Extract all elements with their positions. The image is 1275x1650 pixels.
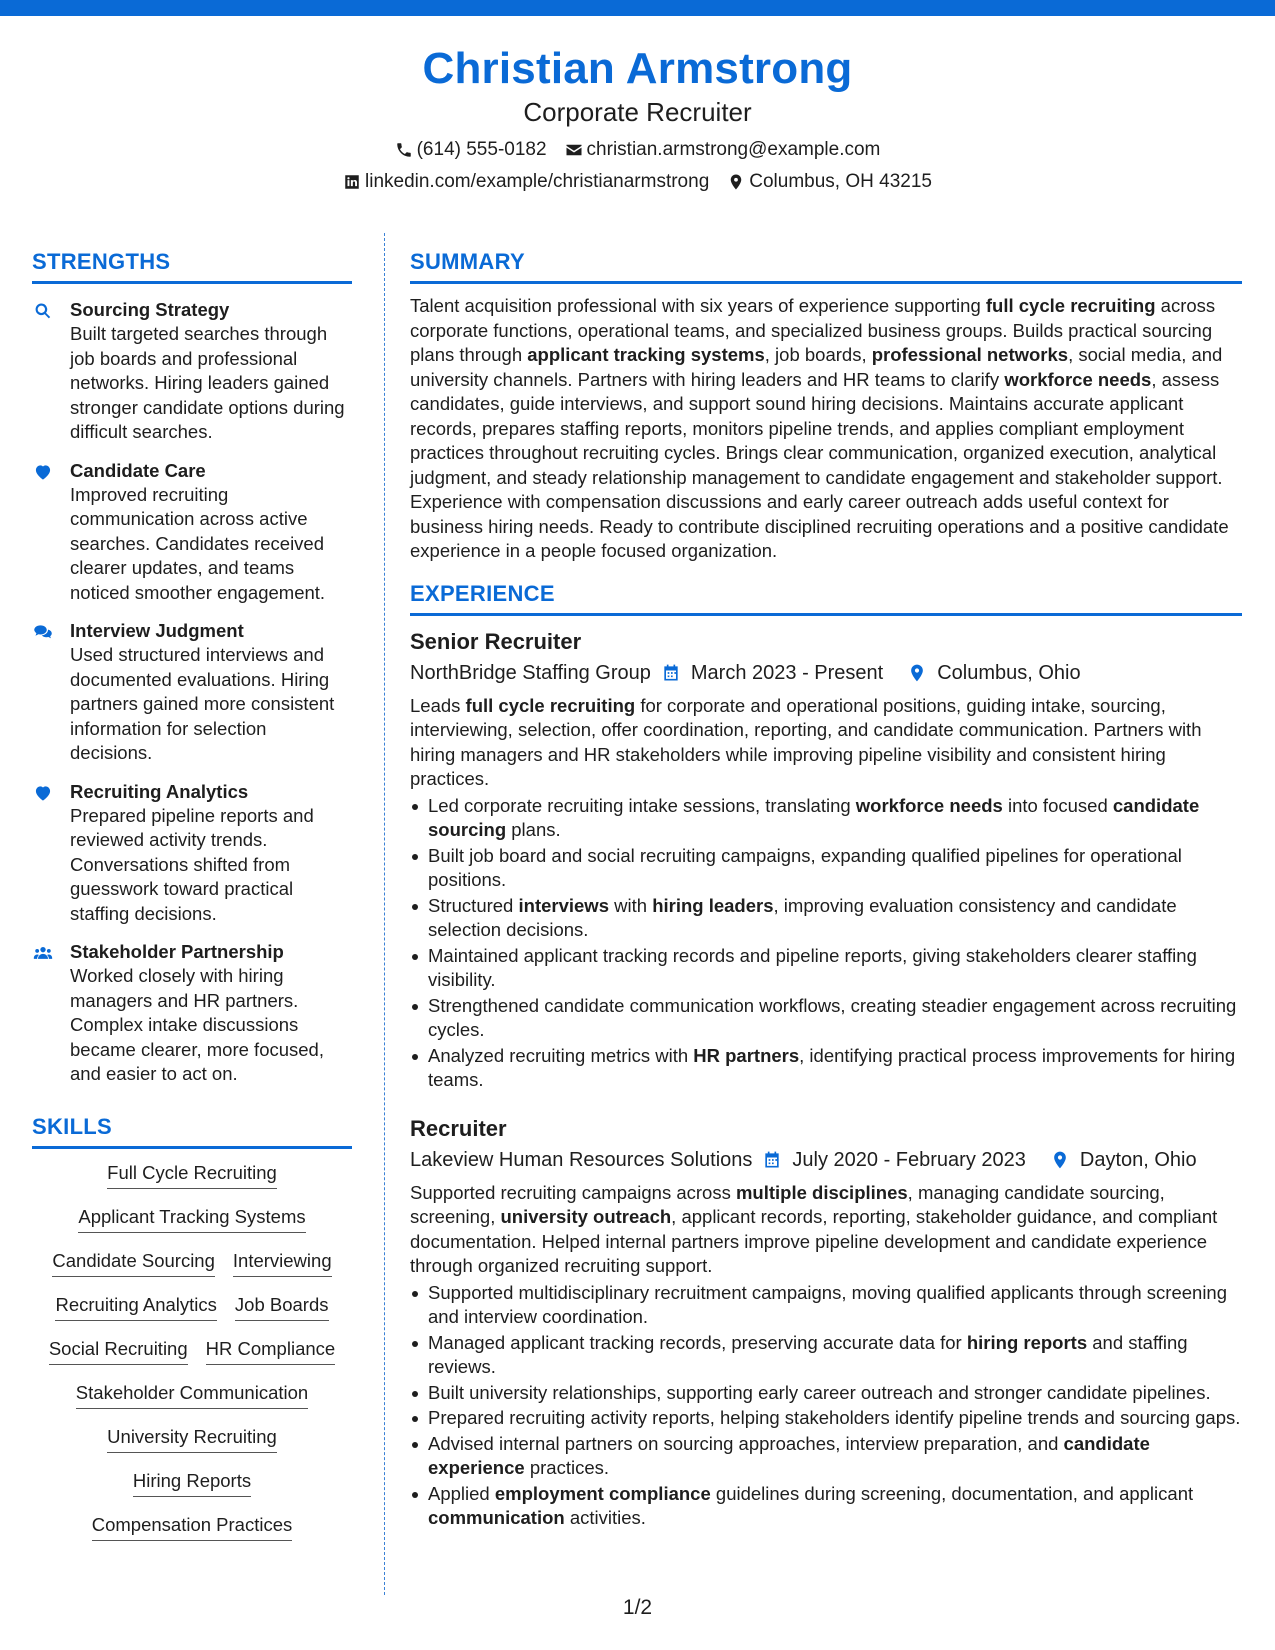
job-desc-bold: university outreach <box>500 1206 672 1227</box>
strength-desc: Worked closely with hiring managers and HR partners. Complex intake discussions became clearer, more focused, and easier to act on. <box>70 965 324 1084</box>
job-meta <box>410 1147 1242 1173</box>
calendar-icon <box>762 1150 782 1170</box>
search-icon <box>32 301 54 321</box>
candidate-title: Corporate Recruiter <box>523 97 752 127</box>
strength-desc: Built targeted searches through job boards and professional networks. Hiring leaders gained stronger candidate options during difficult searches. <box>70 323 345 442</box>
bullet-item <box>410 1406 1242 1431</box>
bullet-bold: workforce needs <box>855 794 1003 816</box>
skill-tag: Interviewing <box>233 1249 332 1277</box>
skill-tag: Social Recruiting <box>49 1337 188 1365</box>
skill-tag: Applicant Tracking Systems <box>78 1205 305 1233</box>
bullet-bold: hiring leaders <box>652 894 774 916</box>
skill-row <box>32 1469 352 1497</box>
top-accent-bar <box>0 0 1275 16</box>
phone-item <box>395 138 547 162</box>
skill-tag: Stakeholder Communication <box>76 1381 308 1409</box>
experience-heading: EXPERIENCE <box>410 580 1242 616</box>
strength-item <box>32 780 352 927</box>
experience-list <box>410 628 1242 1531</box>
strength-item <box>32 619 352 766</box>
bullet-bold: candidate experience <box>428 1432 1150 1478</box>
skill-tag: Recruiting Analytics <box>55 1293 216 1321</box>
candidate-name: Christian Armstrong <box>422 44 853 93</box>
job-meta <box>410 660 1242 686</box>
skill-tag: Hiring Reports <box>133 1469 251 1497</box>
job-desc-text: Leads <box>410 694 466 716</box>
summary-text: , job boards, <box>764 344 872 365</box>
bullet-text: Applied <box>428 1482 495 1504</box>
map-marker-icon <box>727 173 745 191</box>
phone-icon <box>395 141 413 159</box>
bullet-text: into focused <box>1002 794 1113 816</box>
linkedin-item <box>343 170 709 194</box>
summary-heading: SUMMARY <box>410 248 1242 284</box>
job-desc-bold: full cycle recruiting <box>465 694 636 716</box>
bullet-item <box>410 1432 1242 1481</box>
skill-row <box>32 1293 352 1321</box>
strength-title: Sourcing Strategy <box>70 299 230 320</box>
phone-text: (614) 555-0182 <box>416 139 547 160</box>
skill-tag: Compensation Practices <box>92 1513 293 1541</box>
strengths-heading: STRENGTHS <box>32 248 352 284</box>
summary-bold: applicant tracking systems <box>527 344 765 365</box>
right-column <box>410 248 1242 1532</box>
bullet-item <box>410 794 1242 843</box>
skill-row <box>32 1205 352 1233</box>
bullet-bold: hiring reports <box>966 1331 1088 1353</box>
map-marker-icon <box>907 663 927 683</box>
strength-desc: Prepared pipeline reports and reviewed activity trends. Conversations shifted from guesswork toward practical staffing decisions. <box>70 804 314 924</box>
skills-list <box>32 1161 352 1541</box>
summary-text: Talent acquisition professional with six years of experience supporting <box>410 295 986 316</box>
strength-desc: Improved recruiting communication across active searches. Candidates received clearer updates, and teams noticed smoother engagement. <box>70 483 326 603</box>
bullet-item <box>410 1281 1242 1330</box>
strength-item <box>32 940 352 1087</box>
heart-icon <box>32 462 54 482</box>
bullet-text: Built university relationships, supporting early career outreach and stronger candidate pipelines. <box>428 1381 1211 1403</box>
bullet-bold: HR partners <box>693 1044 800 1066</box>
job-entry <box>410 628 1242 1093</box>
skill-row <box>32 1337 352 1365</box>
bullet-item <box>410 1331 1242 1380</box>
linkedin-text: linkedin.com/example/christianarmstrong <box>365 171 710 192</box>
skill-row <box>32 1513 352 1541</box>
skill-row <box>32 1381 352 1409</box>
job-desc-text: for corporate and operational positions, guiding intake, sourcing, interviewing, selection, offer coordination, reporting, and candidate communication. Partners with hiring managers and HR stakeholders while improving pipeline visibility and consistent hiring practices. <box>410 694 1202 789</box>
bullet-text: Prepared recruiting activity reports, helping stakeholders identify pipeline trends and sourcing gaps. <box>428 1407 1241 1428</box>
summary-text: , social media, and university channels. Partners with hiring leaders and HR teams to clarify <box>410 344 1223 390</box>
envelope-icon <box>565 141 583 159</box>
job-dates: July 2020 - February 2023 <box>792 1148 1026 1171</box>
job-desc-bold: multiple disciplines <box>735 1181 908 1203</box>
bullet-item <box>410 1381 1242 1406</box>
skill-tag: University Recruiting <box>107 1425 277 1453</box>
strength-title: Interview Judgment <box>70 620 244 641</box>
summary-bold: professional networks <box>871 344 1069 365</box>
bullet-text: , improving evaluation consistency and candidate selection decisions. <box>428 894 1177 940</box>
job-company: NorthBridge Staffing Group <box>410 661 651 684</box>
bullet-item <box>410 1482 1242 1531</box>
skill-tag: Candidate Sourcing <box>52 1249 215 1277</box>
job-desc-text: , managing candidate sourcing, screening, <box>410 1181 1165 1227</box>
bullet-bold: employment compliance <box>494 1482 711 1504</box>
skill-tag: HR Compliance <box>206 1337 336 1365</box>
page-number: 1/2 <box>622 1596 653 1619</box>
bullet-text: Analyzed recruiting metrics with <box>428 1044 694 1066</box>
contact-line-2 <box>0 170 1275 194</box>
strength-desc: Used structured interviews and documented evaluations. Hiring partners gained more consistent information for selection decisions. <box>70 644 335 763</box>
skills-heading: SKILLS <box>32 1113 352 1149</box>
job-entry <box>410 1115 1242 1531</box>
bullet-bold: interviews <box>518 894 609 916</box>
bullet-text: activities. <box>564 1507 646 1528</box>
users-icon <box>32 943 54 963</box>
summary-bold: full cycle recruiting <box>985 295 1156 316</box>
job-description <box>410 694 1242 792</box>
bullet-text: Strengthened candidate communication workflows, creating steadier engagement across recruiting cycles. <box>428 994 1237 1040</box>
skill-row <box>32 1249 352 1277</box>
bullet-item <box>410 994 1242 1043</box>
job-desc-text: Supported recruiting campaigns across <box>410 1181 736 1203</box>
bullet-text: Maintained applicant tracking records and pipeline reports, giving stakeholders clearer staffing visibility. <box>428 944 1197 990</box>
bullet-text: Led corporate recruiting intake sessions, translating <box>428 794 856 816</box>
email-text: christian.armstrong@example.com <box>586 139 881 160</box>
bullet-text: , identifying practical process improvements for hiring teams. <box>428 1044 1236 1090</box>
job-location: Dayton, Ohio <box>1079 1148 1197 1171</box>
email-item <box>565 138 881 162</box>
bullet-item <box>410 844 1242 893</box>
bullet-text: with <box>609 894 653 916</box>
job-bullets <box>410 794 1242 1093</box>
comments-icon <box>32 622 54 642</box>
bullet-text: Structured <box>428 894 519 916</box>
bullet-text: Supported multidisciplinary recruitment campaigns, moving qualified applicants through screening and interview coordination. <box>428 1281 1228 1327</box>
location-text: Columbus, OH 43215 <box>749 171 932 192</box>
strength-title: Recruiting Analytics <box>70 780 249 802</box>
skill-tag: Full Cycle Recruiting <box>107 1161 277 1189</box>
bullet-text: Managed applicant tracking records, preserving accurate data for <box>428 1331 967 1353</box>
bullet-bold: candidate sourcing <box>428 794 1200 840</box>
job-bullets <box>410 1281 1242 1531</box>
resume-header <box>0 42 1275 194</box>
summary-text: , assess candidates, guide interviews, and support sound hiring decisions. Maintains accurate applicant records, prepares staffing reports, monitors pipeline trends, and applies compliant employment practices throughout recruiting cycles. Brings clear communication, organized execution, analytical judgment, and steady relationship management to candidate engagement and stakeholder support. Experience with compensation discussions and early career outreach adds useful context for business hiring needs. Ready to contribute disciplined recruiting operations and a positive candidate experience in a people focused organization. <box>410 368 1229 561</box>
heart-icon <box>32 783 54 803</box>
summary-bold: workforce needs <box>1004 368 1152 390</box>
summary-text: across corporate functions, operational teams, and specialized business groups. Builds practical sourcing plans through <box>410 295 1216 365</box>
skill-row <box>32 1161 352 1189</box>
job-desc-text: , applicant records, reporting, stakeholder guidance, and compliant documentation. Helped internal partners improve pipeline development and candidate experience through organized recruiting support. <box>410 1206 1218 1276</box>
job-dates: March 2023 - Present <box>690 661 884 684</box>
job-description <box>410 1181 1242 1279</box>
job-company: Lakeview Human Resources Solutions <box>410 1148 753 1171</box>
bullet-text: practices. <box>524 1457 609 1478</box>
linkedin-icon <box>343 173 361 191</box>
bullet-bold: communication <box>428 1507 565 1528</box>
strength-title: Stakeholder Partnership <box>70 941 284 962</box>
column-divider <box>384 233 385 1595</box>
strength-title: Candidate Care <box>70 459 206 481</box>
bullet-item <box>410 1044 1242 1093</box>
bullet-text: and staffing reviews. <box>428 1331 1188 1377</box>
calendar-icon <box>661 663 681 683</box>
bullet-text: Built job board and social recruiting campaigns, expanding qualified pipelines for operational positions. <box>428 844 1182 890</box>
bullet-text: Advised internal partners on sourcing approaches, interview preparation, and <box>428 1432 1064 1454</box>
map-marker-icon <box>1050 1150 1070 1170</box>
bullet-item <box>410 894 1242 943</box>
bullet-item <box>410 944 1242 993</box>
job-role: Recruiter <box>410 1115 507 1141</box>
job-location: Columbus, Ohio <box>937 661 1081 684</box>
skill-tag: Job Boards <box>235 1293 329 1321</box>
bullet-text: plans. <box>506 819 561 840</box>
skill-row <box>32 1425 352 1453</box>
job-role: Senior Recruiter <box>410 628 582 654</box>
strength-item <box>32 298 352 445</box>
left-column <box>32 248 352 1541</box>
contact-line-1 <box>0 138 1275 162</box>
strength-item <box>32 459 352 606</box>
location-item <box>727 170 932 194</box>
strengths-list <box>32 298 352 1087</box>
summary-text <box>410 294 1242 564</box>
bullet-text: guidelines during screening, documentation, and applicant <box>710 1482 1194 1504</box>
